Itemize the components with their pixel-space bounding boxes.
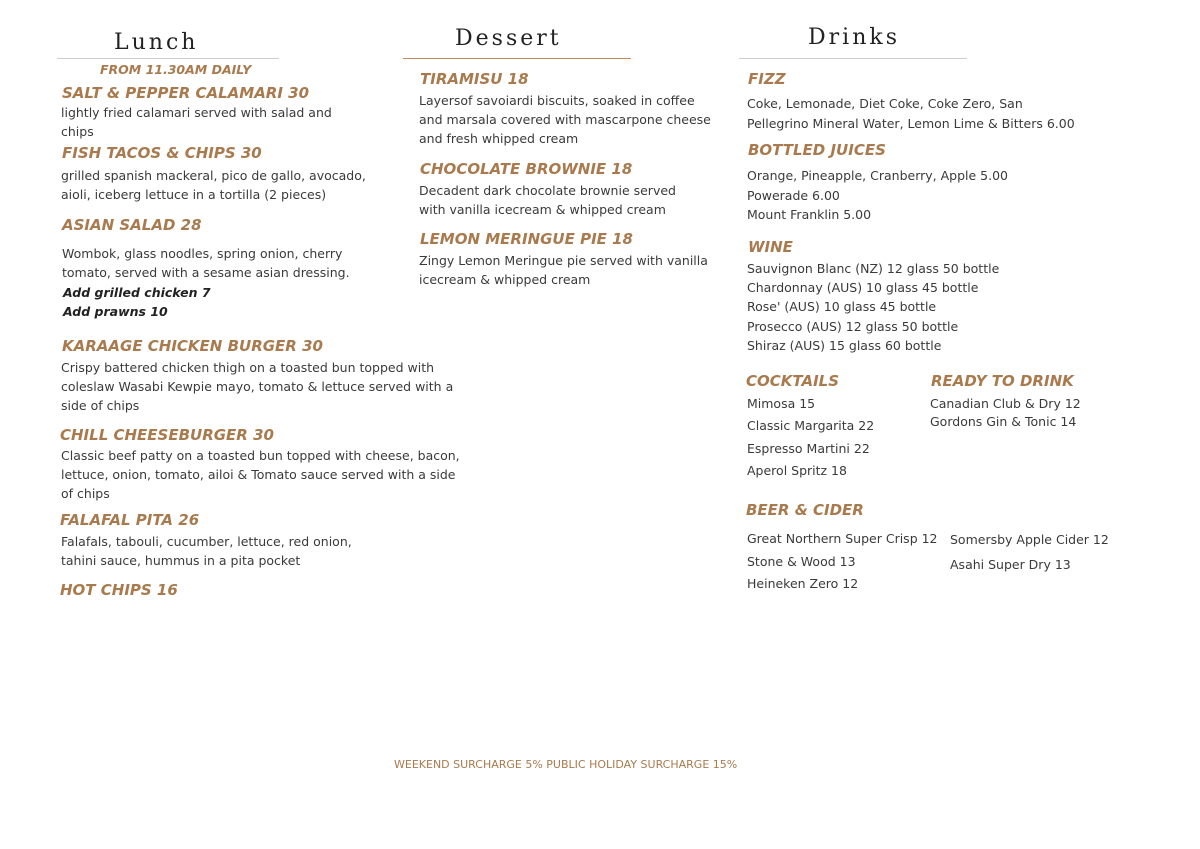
cocktail-line: Espresso Martini 22 (747, 441, 870, 456)
wine-line: Sauvignon Blanc (NZ) 12 glass 50 bottle (747, 261, 1000, 276)
cocktail-line: Classic Margarita 22 (747, 418, 875, 433)
dessert-item-desc: Zingy Lemon Meringue pie served with vanilla icecream & whipped cream (419, 253, 708, 287)
lunch-heading: Lunch (114, 30, 199, 55)
rtd-line: Canadian Club & Dry 12 (930, 396, 1081, 411)
wine-line: Prosecco (AUS) 12 glass 50 bottle (747, 319, 959, 334)
lunch-subheading: FROM 11.30AM DAILY (100, 62, 252, 77)
dessert-heading: Dessert (455, 26, 562, 51)
surcharge-note: WEEKEND SURCHARGE 5% PUBLIC HOLIDAY SURCHARGE 15% (394, 758, 738, 771)
cider-line: Somersby Apple Cider 12 (950, 532, 1109, 547)
cider-line: Asahi Super Dry 13 (950, 557, 1071, 572)
fizz-line: Pellegrino Mineral Water, Lemon Lime & Bitters 6.00 (747, 116, 1075, 131)
juices-line: Orange, Pineapple, Cranberry, Apple 5.00 (747, 168, 1008, 183)
lunch-addon: Add prawns 10 (63, 304, 168, 319)
cocktail-line: Mimosa 15 (747, 396, 816, 411)
lunch-addon: Add grilled chicken 7 (63, 285, 211, 300)
beer-line: Stone & Wood 13 (747, 554, 856, 569)
lunch-item-desc: Classic beef patty on a toasted bun topped with cheese, bacon, lettuce, onion, tomato, ailoi & Tomato sauce served with a side of chips (61, 448, 460, 501)
lunch-item-title: SALT & PEPPER CALAMARI 30 (62, 84, 310, 102)
juices-title: BOTTLED JUICES (748, 141, 886, 159)
rtd-line: Gordons Gin & Tonic 14 (930, 414, 1077, 429)
lunch-divider (57, 58, 279, 59)
lunch-item-desc: Wombok, glass noodles, spring onion, cherry tomato, served with a sesame asian dressing. (62, 246, 350, 280)
lunch-item-desc: lightly fried calamari served with salad and chips (61, 105, 332, 139)
lunch-item-desc: Falafals, tabouli, cucumber, lettuce, red onion, tahini sauce, hummus in a pita pocket (61, 534, 352, 568)
dessert-item-desc: Decadent dark chocolate brownie served with vanilla icecream & whipped cream (419, 183, 676, 217)
cocktail-line: Aperol Spritz 18 (747, 463, 847, 478)
dessert-divider (403, 58, 631, 59)
drinks-divider (739, 58, 967, 59)
wine-title: WINE (748, 238, 793, 256)
rtd-title: READY TO DRINK (931, 372, 1074, 390)
lunch-item-title: FALAFAL PITA 26 (60, 511, 200, 529)
wine-line: Chardonnay (AUS) 10 glass 45 bottle (747, 280, 979, 295)
dessert-item-title: LEMON MERINGUE PIE 18 (420, 230, 633, 248)
cocktails-title: COCKTAILS (746, 372, 840, 390)
lunch-item-desc: Crispy battered chicken thigh on a toasted bun topped with coleslaw Wasabi Kewpie mayo, tomato & lettuce served with a side of chips (61, 360, 454, 413)
wine-line: Shiraz (AUS) 15 glass 60 bottle (747, 338, 942, 353)
wine-line: Rose' (AUS) 10 glass 45 bottle (747, 299, 937, 314)
dessert-item-desc: Layersof savoiardi biscuits, soaked in coffee and marsala covered with mascarpone cheese and fresh whipped cream (419, 93, 711, 146)
juices-line: Powerade 6.00 (747, 188, 840, 203)
beer-title: BEER & CIDER (746, 501, 864, 519)
dessert-item-title: CHOCOLATE BROWNIE 18 (420, 160, 633, 178)
lunch-item-title: KARAAGE CHICKEN BURGER 30 (62, 337, 323, 355)
dessert-item-title: TIRAMISU 18 (420, 70, 529, 88)
lunch-item-title: ASIAN SALAD 28 (62, 216, 202, 234)
fizz-line: Coke, Lemonade, Diet Coke, Coke Zero, San (747, 96, 1023, 111)
beer-line: Heineken Zero 12 (747, 576, 859, 591)
lunch-item-title: CHILL CHEESEBURGER 30 (60, 426, 274, 444)
lunch-item-title: HOT CHIPS 16 (60, 581, 178, 599)
fizz-title: FIZZ (748, 70, 786, 88)
juices-line: Mount Franklin 5.00 (747, 207, 872, 222)
lunch-item-title: FISH TACOS & CHIPS 30 (62, 144, 262, 162)
lunch-item-desc: grilled spanish mackeral, pico de gallo, avocado, aioli, iceberg lettuce in a tortilla (2 pieces) (61, 168, 366, 202)
beer-line: Great Northern Super Crisp 12 (747, 531, 938, 546)
drinks-heading: Drinks (808, 25, 900, 50)
